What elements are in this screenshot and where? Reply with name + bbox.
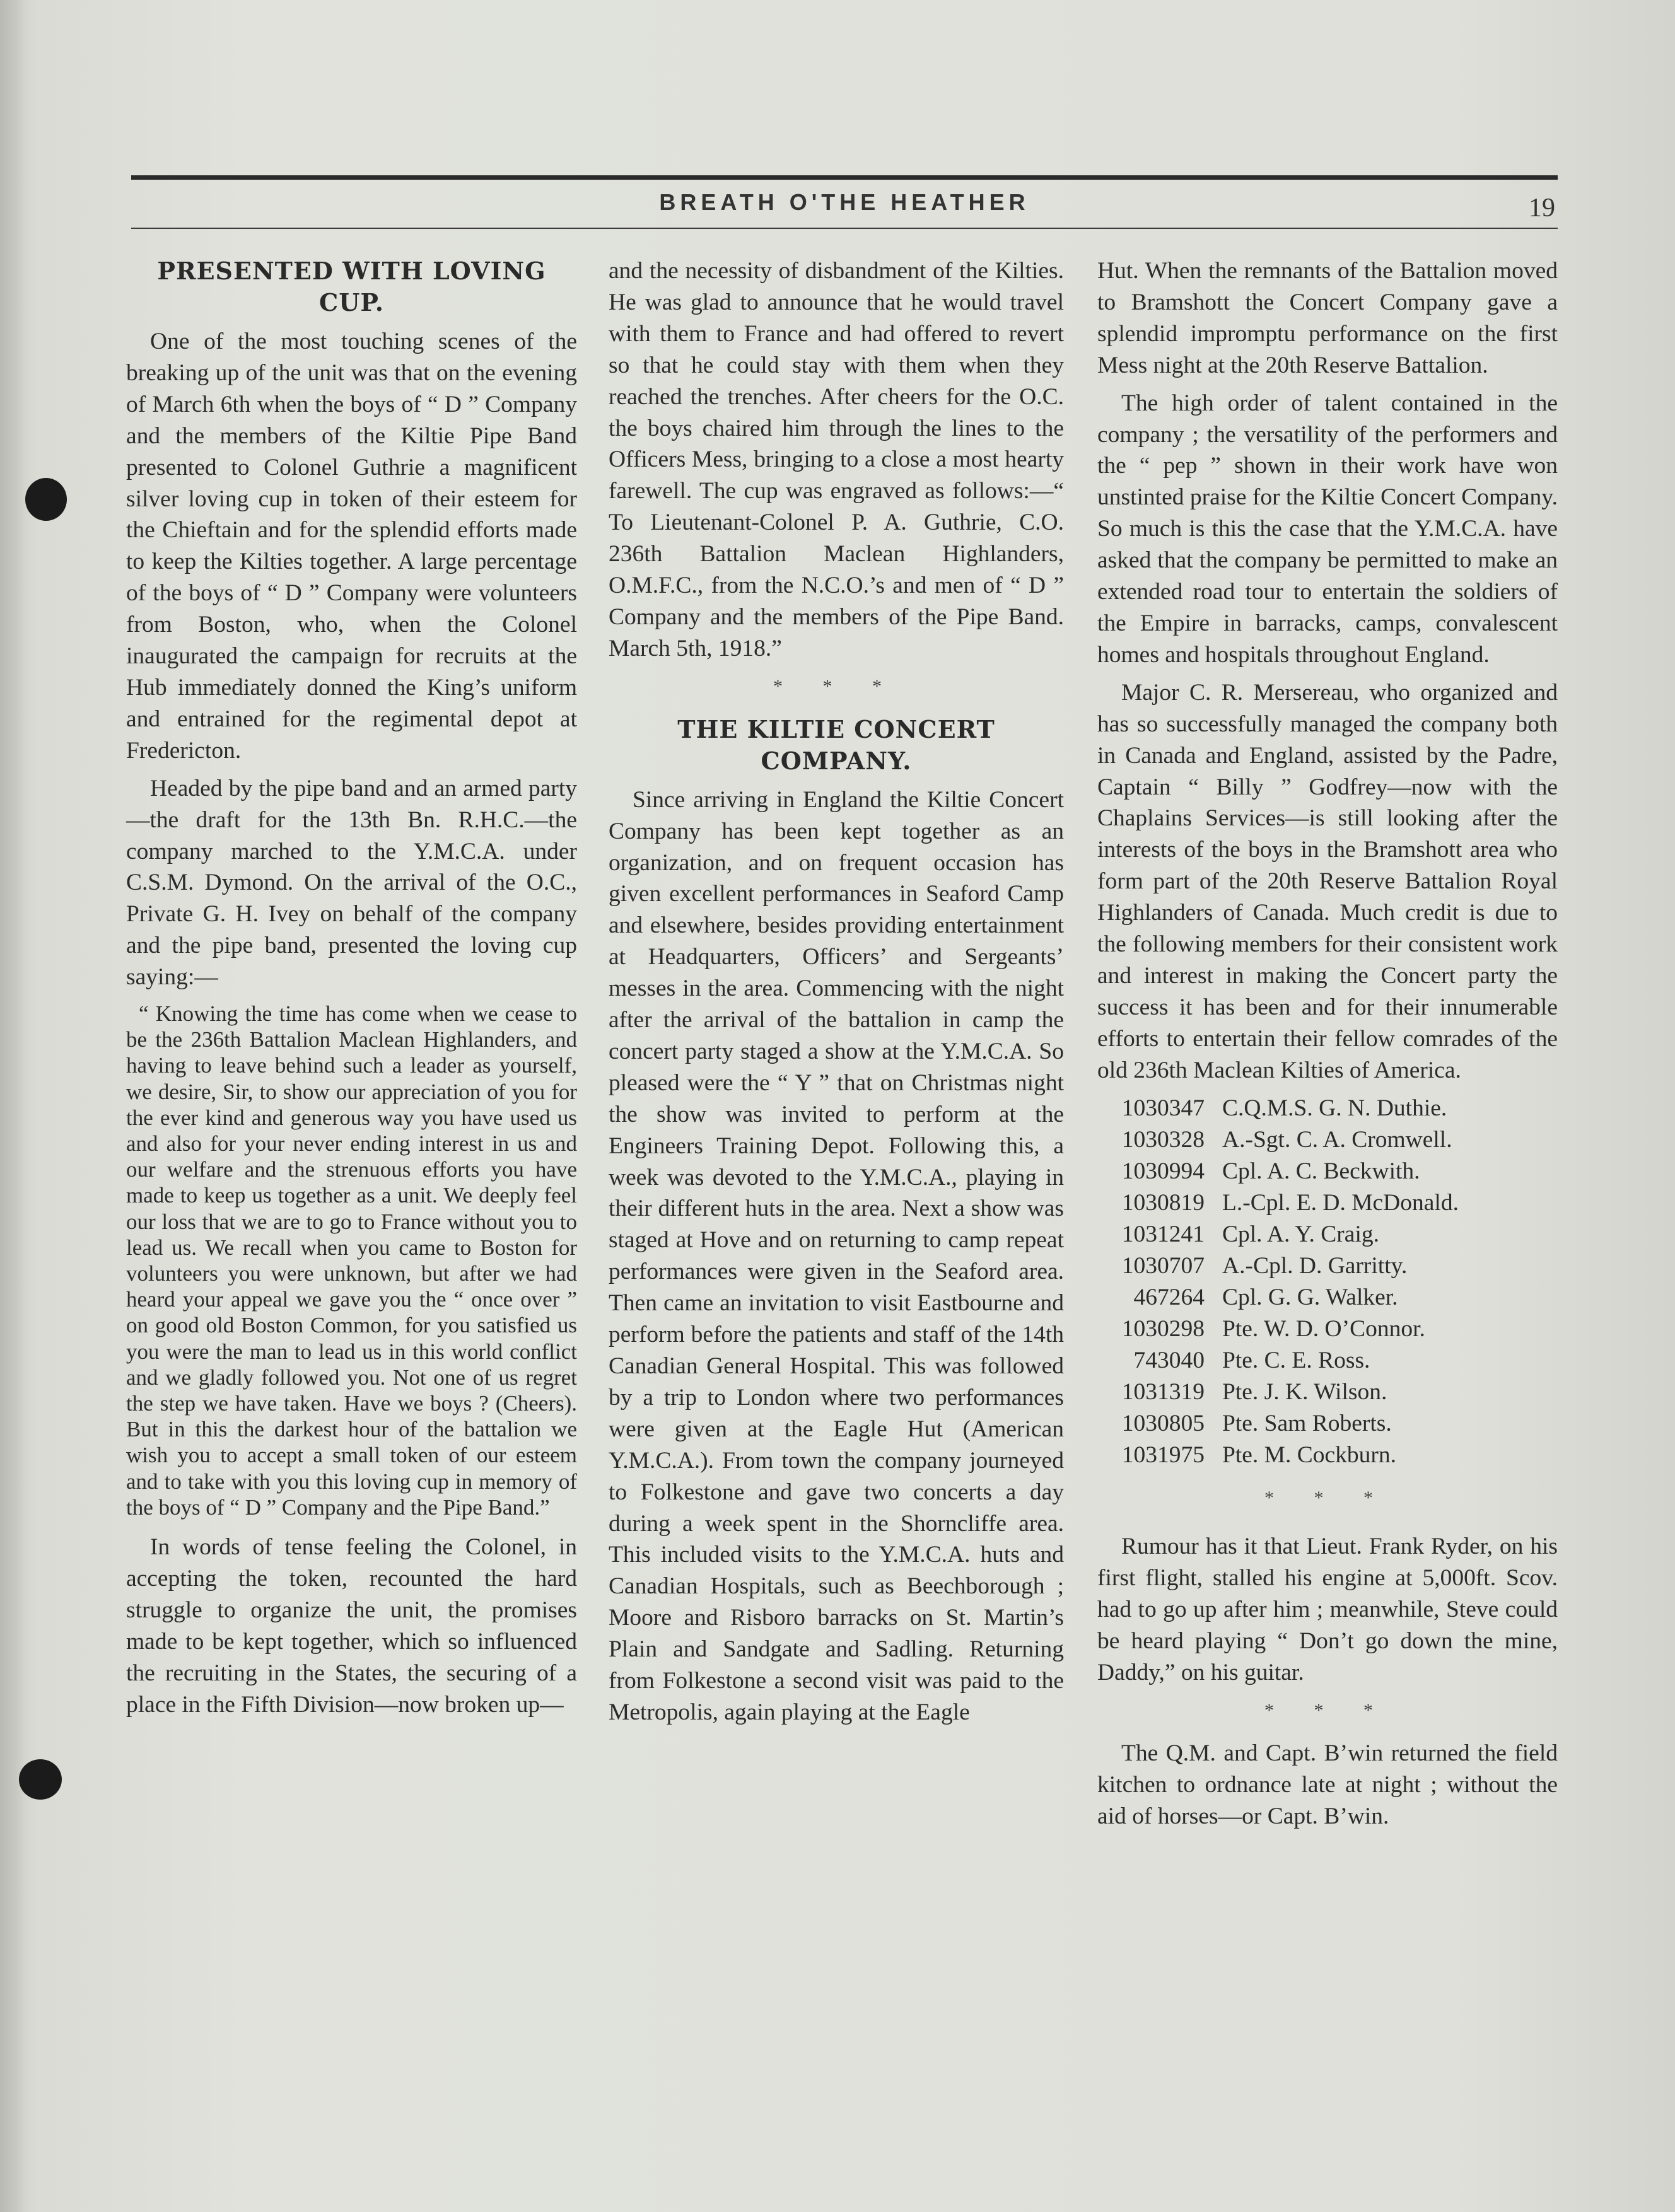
regimental-number: 1030707: [1121, 1252, 1205, 1279]
member-name: C.Q.M.S. G. N. Duthie.: [1222, 1095, 1447, 1121]
paragraph: Major C. R. Mersereau, who organized and has so successfully managed the company both in Canada and England, assisted by the Padre, Captain “ Billy ” Godfrey—now with the Chaplains Services—is still looking after the interests of the boys in the Bramshott area who form part of the 20th Reserve Battalion Royal Highlanders of Canada. Much credit is due to the following members for their consistent work and interest in making the Concert party the success it has been and for their innumerable efforts to entertain their fellow comrades of the old 236th Maclean Kilties of America.: [1097, 679, 1558, 1083]
regimental-number: 1030298: [1121, 1315, 1205, 1342]
paragraph: The Q.M. and Capt. B’win returned the field kitchen to ordnance late at night ; without the aid of horses—or Capt. B’win.: [1097, 1740, 1558, 1829]
member-name: Pte. W. D. O’Connor.: [1222, 1315, 1425, 1342]
member-name: Cpl. A. Y. Craig.: [1222, 1221, 1379, 1247]
roster-row: [1097, 1440, 1558, 1471]
member-name: Pte. C. E. Ross.: [1222, 1347, 1370, 1373]
roster-row: [1097, 1219, 1558, 1250]
member-name: L.-Cpl. E. D. McDonald.: [1222, 1189, 1459, 1216]
section-divider-stars: * * *: [1264, 1700, 1391, 1721]
regimental-number: 743040: [1133, 1347, 1205, 1373]
article-heading-concert-company: THE KILTIE CONCERT COMPANY.: [677, 714, 995, 775]
regimental-number: 1030347: [1121, 1095, 1205, 1121]
paragraph: Rumour has it that Lieut. Frank Ryder, on his first flight, stalled his engine at 5,000ft. Scov. had to go up after him ; meanwhile, Steve could be heard playing “ Don’t go down the mine, Daddy,” on his guitar.: [1097, 1534, 1558, 1686]
roster-row: [1097, 1377, 1558, 1408]
punch-hole-top: [25, 478, 67, 521]
section-divider-stars: * * *: [773, 675, 899, 697]
roster-row: [1097, 1093, 1558, 1124]
regimental-number: 1031319: [1121, 1378, 1205, 1405]
paragraph-continued: and the necessity of disbandment of the Kilties. He was glad to announce that he would travel with them to France and had offered to revert so that he could stay with them when they reached the trenches. After cheers for the O.C. the boys chaired him through the lines to the Officers Mess, bringing to a close a most hearty farewell. The cup was engraved as follows:—“ To Lieutenant-Colonel P. A. Guthrie, C.O. 236th Battalion Maclean Highlanders, O.M.F.C., from the N.C.O.’s and men of “ D ” Company and the members of the Pipe Band. March 5th, 1918.”: [609, 258, 1064, 661]
roster-row: [1097, 1408, 1558, 1440]
paragraph: In words of tense feeling the Colonel, in accepting the token, recounted the hard struggle to organize the unit, the promises made to be kept together, which so influenced the recruiting in the States, the securing of a place in the Fifth Division—now broken up—: [126, 1534, 577, 1718]
roster-row: [1097, 1187, 1558, 1219]
member-name: Pte. J. K. Wilson.: [1222, 1378, 1387, 1405]
paragraph: The high order of talent contained in the company ; the versatility of the performers and the “ pep ” shown in their work have won unstinted praise for the Kiltie Concert Company. So much is this the case that the Y.M.C.A. have asked that the company be permitted to make an extended road tour to entertain the soldiers of the Empire in barracks, camps, convalescent homes and hospitals throughout England.: [1097, 390, 1558, 668]
presentation-speech-quote: “ Knowing the time has come when we cease to be the 236th Battalion Maclean Highlanders, and having to leave behind such a leader as yourself, we desire, Sir, to show our appreciation of you for the ever kind and generous way you have used us and also for your never ending interest in us and our welfare and the strenuous efforts you have made to keep us together as a unit. We deeply feel our loss that we are to go to France without you to lead us. We recall when you came to Boston for volunteers you were unknown, but after we had heard your appeal we gave you the “ once over ” on good old Boston Common, for you satisfied us you were the man to lead us in this world conflict and we gladly followed you. Not one of us regret the step we have taken. Have we boys ? (Cheers). But in this the darkest hour of the battalion we wish you to accept a small token of our esteem and to take with you this loving cup in memory of the boys of “ D ” Company and the Pipe Band.”: [126, 1001, 577, 1520]
member-name: A.-Cpl. D. Garritty.: [1222, 1252, 1408, 1279]
column-left: [126, 255, 577, 1727]
member-name: Cpl. G. G. Walker.: [1222, 1284, 1398, 1310]
member-name: Pte. M. Cockburn.: [1222, 1441, 1397, 1468]
roster-row: [1097, 1124, 1558, 1156]
header-rule-bottom: [131, 228, 1558, 229]
roster-row: [1097, 1156, 1558, 1187]
paragraph: Headed by the pipe band and an armed party—the draft for the 13th Bn. R.H.C.—the company marched to the Y.M.C.A. under C.S.M. Dymond. On the arrival of the O.C., Private G. H. Ivey on behalf of the company and the pipe band, presented the loving cup saying:—: [126, 775, 577, 991]
regimental-number: 1030819: [1121, 1189, 1205, 1216]
paragraph: One of the most touching scenes of the breaking up of the unit was that on the evening of March 6th when the boys of “ D ” Company and the members of the Kiltie Pipe Band presented to Colonel Guthrie a magnificent silver loving cup in token of their esteem for the Chieftain and for the splendid efforts made to keep the Kilties together. A large percentage of the boys of “ D ” Company were volunteers from Boston, who, when the Colonel inaugurated the campaign for recruits at the Hub immediately donned the King’s uniform and entrained for the regimental depot at Fredericton.: [126, 329, 577, 764]
regimental-number: 1030994: [1121, 1158, 1205, 1184]
member-name: Pte. Sam Roberts.: [1222, 1410, 1392, 1436]
regimental-number: 1030805: [1121, 1410, 1205, 1436]
running-head: BREATH O'THE HEATHER: [659, 189, 1030, 215]
regimental-number: 1031241: [1121, 1221, 1205, 1247]
paragraph: Since arriving in England the Kiltie Concert Company has been kept together as an organization, and on frequent occasion has given excellent performances in Seaford Camp and elsewhere, besides providing entertainment at Headquarters, Officers’ and Sergeants’ messes in the area. Commencing with the night after the arrival of the battalion in camp the concert party staged a show at the Y.M.C.A. So pleased were the “ Y ” that on Christmas night the show was invited to perform at the Engineers Training Depot. Following this, a week was devoted to the Y.M.C.A., playing in their different huts in the area. Next a show was staged at Hove and on returning to camp repeat performances were given in the Seaford area. Then came an invitation to visit Eastbourne and perform before the patients and staff of the 14th Canadian General Hospital. This was followed by a trip to London where two performances were given at the Eagle Hut (American Y.M.C.A.). From town the company journeyed to Folkestone and gave two concerts a day during a week spent in the Shorncliffe area. This included visits to the Y.M.C.A. huts and Canadian Hospitals, such as Beechborough ; Moore and Risboro barracks on St. Martin’s Plain and Sandgate and Sadling. Returning from Folkestone a second visit was paid to the Metropolis, again playing at the Eagle: [609, 786, 1064, 1725]
regimental-number: 1030328: [1121, 1126, 1205, 1153]
member-name: Cpl. A. C. Beckwith.: [1222, 1158, 1420, 1184]
column-right: [1097, 255, 1558, 1839]
member-name: A.-Sgt. C. A. Cromwell.: [1222, 1126, 1452, 1153]
regimental-number: 467264: [1133, 1284, 1205, 1310]
header-rule-top: [131, 175, 1558, 180]
punch-hole-bottom: [19, 1759, 62, 1800]
roster-row: [1097, 1282, 1558, 1313]
binding-shadow: [0, 0, 25, 2212]
section-divider-stars: * * *: [1264, 1487, 1391, 1508]
paragraph-continued: Hut. When the remnants of the Battalion moved to Bramshott the Concert Company gave a splendid impromptu performance on the first Mess night at the 20th Reserve Battalion.: [1097, 258, 1558, 378]
page-number: 19: [1529, 194, 1555, 223]
roster-row: [1097, 1313, 1558, 1345]
member-roster: [1097, 1093, 1558, 1471]
roster-row: [1097, 1345, 1558, 1377]
roster-row: [1097, 1250, 1558, 1282]
regimental-number: 1031975: [1121, 1441, 1205, 1468]
article-heading-loving-cup: PRESENTED WITH LOVING CUP.: [157, 257, 546, 317]
column-middle: [609, 255, 1064, 1735]
